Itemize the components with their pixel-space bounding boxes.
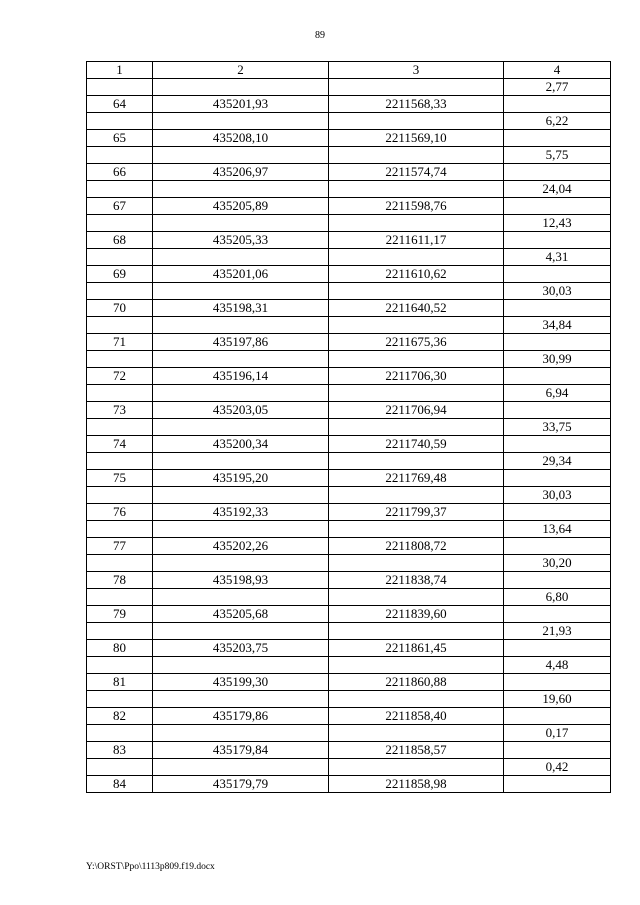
y-coordinate-cell: 2211640,52 [329,300,504,317]
x-coordinate-cell: 435205,68 [153,606,329,623]
y-coordinate-cell [329,283,504,300]
point-number-cell [87,215,153,232]
point-number-cell [87,147,153,164]
y-coordinate-cell: 2211839,60 [329,606,504,623]
distance-cell [504,368,611,385]
x-coordinate-cell: 435196,14 [153,368,329,385]
point-number-cell: 71 [87,334,153,351]
distance-cell [504,538,611,555]
x-coordinate-cell: 435205,89 [153,198,329,215]
x-coordinate-cell [153,623,329,640]
distance-cell [504,572,611,589]
y-coordinate-cell: 2211858,98 [329,776,504,793]
y-coordinate-cell: 2211838,74 [329,572,504,589]
distance-cell [504,96,611,113]
point-number-cell: 77 [87,538,153,555]
coordinates-table [86,61,611,793]
y-coordinate-cell [329,453,504,470]
table-row [87,300,611,317]
column-header-2: 2 [153,62,329,79]
distance-cell: 5,75 [504,147,611,164]
y-coordinate-cell: 2211858,57 [329,742,504,759]
y-coordinate-cell [329,351,504,368]
x-coordinate-cell [153,249,329,266]
table-row [87,419,611,436]
point-number-cell: 64 [87,96,153,113]
distance-cell: 29,34 [504,453,611,470]
point-number-cell [87,759,153,776]
point-number-cell [87,521,153,538]
y-coordinate-cell [329,215,504,232]
x-coordinate-cell [153,113,329,130]
point-number-cell [87,419,153,436]
y-coordinate-cell [329,623,504,640]
distance-cell [504,504,611,521]
y-coordinate-cell: 2211574,74 [329,164,504,181]
point-number-cell [87,555,153,572]
point-number-cell: 84 [87,776,153,793]
point-number-cell [87,283,153,300]
x-coordinate-cell: 435195,20 [153,470,329,487]
x-coordinate-cell [153,555,329,572]
table-row [87,96,611,113]
point-number-cell: 82 [87,708,153,725]
point-number-cell [87,453,153,470]
table-row [87,759,611,776]
table-row [87,538,611,555]
table-row [87,470,611,487]
table-row [87,232,611,249]
distance-cell: 6,22 [504,113,611,130]
column-header-1: 1 [87,62,153,79]
distance-cell: 21,93 [504,623,611,640]
point-number-cell [87,79,153,96]
point-number-cell: 75 [87,470,153,487]
y-coordinate-cell: 2211598,76 [329,198,504,215]
distance-cell: 30,03 [504,487,611,504]
distance-cell [504,300,611,317]
x-coordinate-cell [153,351,329,368]
y-coordinate-cell: 2211610,62 [329,266,504,283]
point-number-cell: 66 [87,164,153,181]
y-coordinate-cell [329,147,504,164]
x-coordinate-cell [153,385,329,402]
point-number-cell: 72 [87,368,153,385]
point-number-cell [87,657,153,674]
y-coordinate-cell: 2211860,88 [329,674,504,691]
table-row [87,504,611,521]
table-row [87,402,611,419]
column-header-4: 4 [504,62,611,79]
x-coordinate-cell [153,521,329,538]
table-row [87,334,611,351]
table-row [87,317,611,334]
distance-cell [504,130,611,147]
distance-cell [504,742,611,759]
table-row [87,674,611,691]
y-coordinate-cell [329,555,504,572]
table-row [87,657,611,674]
distance-cell: 4,31 [504,249,611,266]
y-coordinate-cell [329,521,504,538]
x-coordinate-cell [153,283,329,300]
distance-cell: 0,17 [504,725,611,742]
distance-cell: 13,64 [504,521,611,538]
x-coordinate-cell: 435179,79 [153,776,329,793]
y-coordinate-cell: 2211568,33 [329,96,504,113]
distance-cell: 33,75 [504,419,611,436]
x-coordinate-cell: 435203,75 [153,640,329,657]
point-number-cell: 83 [87,742,153,759]
distance-cell [504,334,611,351]
point-number-cell: 68 [87,232,153,249]
x-coordinate-cell: 435205,33 [153,232,329,249]
table-row [87,776,611,793]
table-row [87,521,611,538]
table-row [87,368,611,385]
distance-cell: 2,77 [504,79,611,96]
point-number-cell [87,725,153,742]
table-row [87,385,611,402]
coordinates-table-body [87,62,611,793]
point-number-cell [87,181,153,198]
table-row [87,742,611,759]
distance-cell: 34,84 [504,317,611,334]
distance-cell: 4,48 [504,657,611,674]
distance-cell: 30,20 [504,555,611,572]
table-row [87,198,611,215]
x-coordinate-cell: 435208,10 [153,130,329,147]
x-coordinate-cell [153,589,329,606]
x-coordinate-cell: 435197,86 [153,334,329,351]
distance-cell: 30,03 [504,283,611,300]
distance-cell [504,232,611,249]
table-row [87,436,611,453]
point-number-cell: 73 [87,402,153,419]
table-row [87,130,611,147]
y-coordinate-cell: 2211861,45 [329,640,504,657]
x-coordinate-cell [153,317,329,334]
table-row [87,623,611,640]
distance-cell [504,266,611,283]
table-row [87,147,611,164]
x-coordinate-cell: 435198,31 [153,300,329,317]
point-number-cell [87,249,153,266]
x-coordinate-cell: 435200,34 [153,436,329,453]
x-coordinate-cell [153,453,329,470]
distance-cell [504,640,611,657]
x-coordinate-cell: 435179,84 [153,742,329,759]
table-row [87,725,611,742]
y-coordinate-cell: 2211675,36 [329,334,504,351]
x-coordinate-cell: 435202,26 [153,538,329,555]
distance-cell: 19,60 [504,691,611,708]
y-coordinate-cell [329,725,504,742]
x-coordinate-cell [153,691,329,708]
distance-cell [504,164,611,181]
point-number-cell: 74 [87,436,153,453]
y-coordinate-cell [329,181,504,198]
table-row [87,79,611,96]
point-number-cell: 67 [87,198,153,215]
table-row [87,215,611,232]
point-number-cell: 79 [87,606,153,623]
distance-cell [504,402,611,419]
x-coordinate-cell: 435201,93 [153,96,329,113]
point-number-cell [87,351,153,368]
distance-cell: 6,80 [504,589,611,606]
document-path-footer: Y:\ORST\Ppo\1113p809.f19.docx [86,862,215,872]
y-coordinate-cell [329,113,504,130]
table-row [87,708,611,725]
y-coordinate-cell: 2211706,30 [329,368,504,385]
point-number-cell: 81 [87,674,153,691]
x-coordinate-cell: 435206,97 [153,164,329,181]
y-coordinate-cell [329,317,504,334]
distance-cell: 0,42 [504,759,611,776]
y-coordinate-cell: 2211858,40 [329,708,504,725]
x-coordinate-cell: 435199,30 [153,674,329,691]
table-row [87,249,611,266]
x-coordinate-cell [153,759,329,776]
table-row [87,487,611,504]
distance-cell [504,198,611,215]
x-coordinate-cell: 435203,05 [153,402,329,419]
y-coordinate-cell [329,79,504,96]
table-row [87,164,611,181]
x-coordinate-cell [153,79,329,96]
y-coordinate-cell: 2211569,10 [329,130,504,147]
distance-cell [504,606,611,623]
y-coordinate-cell: 2211808,72 [329,538,504,555]
point-number-cell: 80 [87,640,153,657]
distance-cell: 12,43 [504,215,611,232]
y-coordinate-cell [329,657,504,674]
distance-cell: 6,94 [504,385,611,402]
table-row [87,266,611,283]
y-coordinate-cell: 2211740,59 [329,436,504,453]
y-coordinate-cell [329,385,504,402]
x-coordinate-cell: 435179,86 [153,708,329,725]
table-row [87,572,611,589]
x-coordinate-cell [153,147,329,164]
x-coordinate-cell [153,725,329,742]
y-coordinate-cell: 2211799,37 [329,504,504,521]
distance-cell [504,436,611,453]
point-number-cell: 76 [87,504,153,521]
table-row [87,555,611,572]
y-coordinate-cell: 2211706,94 [329,402,504,419]
x-coordinate-cell: 435198,93 [153,572,329,589]
table-row [87,589,611,606]
x-coordinate-cell [153,181,329,198]
table-row [87,283,611,300]
x-coordinate-cell: 435201,06 [153,266,329,283]
table-row [87,606,611,623]
point-number-cell [87,317,153,334]
column-header-3: 3 [329,62,504,79]
table-row [87,113,611,130]
page-number: 89 [315,30,325,41]
y-coordinate-cell [329,249,504,266]
table-row [87,351,611,368]
x-coordinate-cell [153,487,329,504]
y-coordinate-cell: 2211611,17 [329,232,504,249]
table-row [87,640,611,657]
table-header-row [87,62,611,79]
distance-cell [504,470,611,487]
distance-cell [504,674,611,691]
point-number-cell: 78 [87,572,153,589]
distance-cell: 24,04 [504,181,611,198]
y-coordinate-cell [329,487,504,504]
x-coordinate-cell [153,419,329,436]
y-coordinate-cell [329,691,504,708]
point-number-cell: 70 [87,300,153,317]
point-number-cell: 65 [87,130,153,147]
distance-cell: 30,99 [504,351,611,368]
table-row [87,181,611,198]
x-coordinate-cell [153,657,329,674]
point-number-cell [87,691,153,708]
y-coordinate-cell [329,419,504,436]
y-coordinate-cell [329,589,504,606]
x-coordinate-cell: 435192,33 [153,504,329,521]
distance-cell [504,776,611,793]
table-row [87,453,611,470]
point-number-cell [87,487,153,504]
y-coordinate-cell: 2211769,48 [329,470,504,487]
point-number-cell [87,623,153,640]
y-coordinate-cell [329,759,504,776]
point-number-cell [87,385,153,402]
x-coordinate-cell [153,215,329,232]
distance-cell [504,708,611,725]
point-number-cell [87,113,153,130]
table-row [87,691,611,708]
point-number-cell: 69 [87,266,153,283]
point-number-cell [87,589,153,606]
